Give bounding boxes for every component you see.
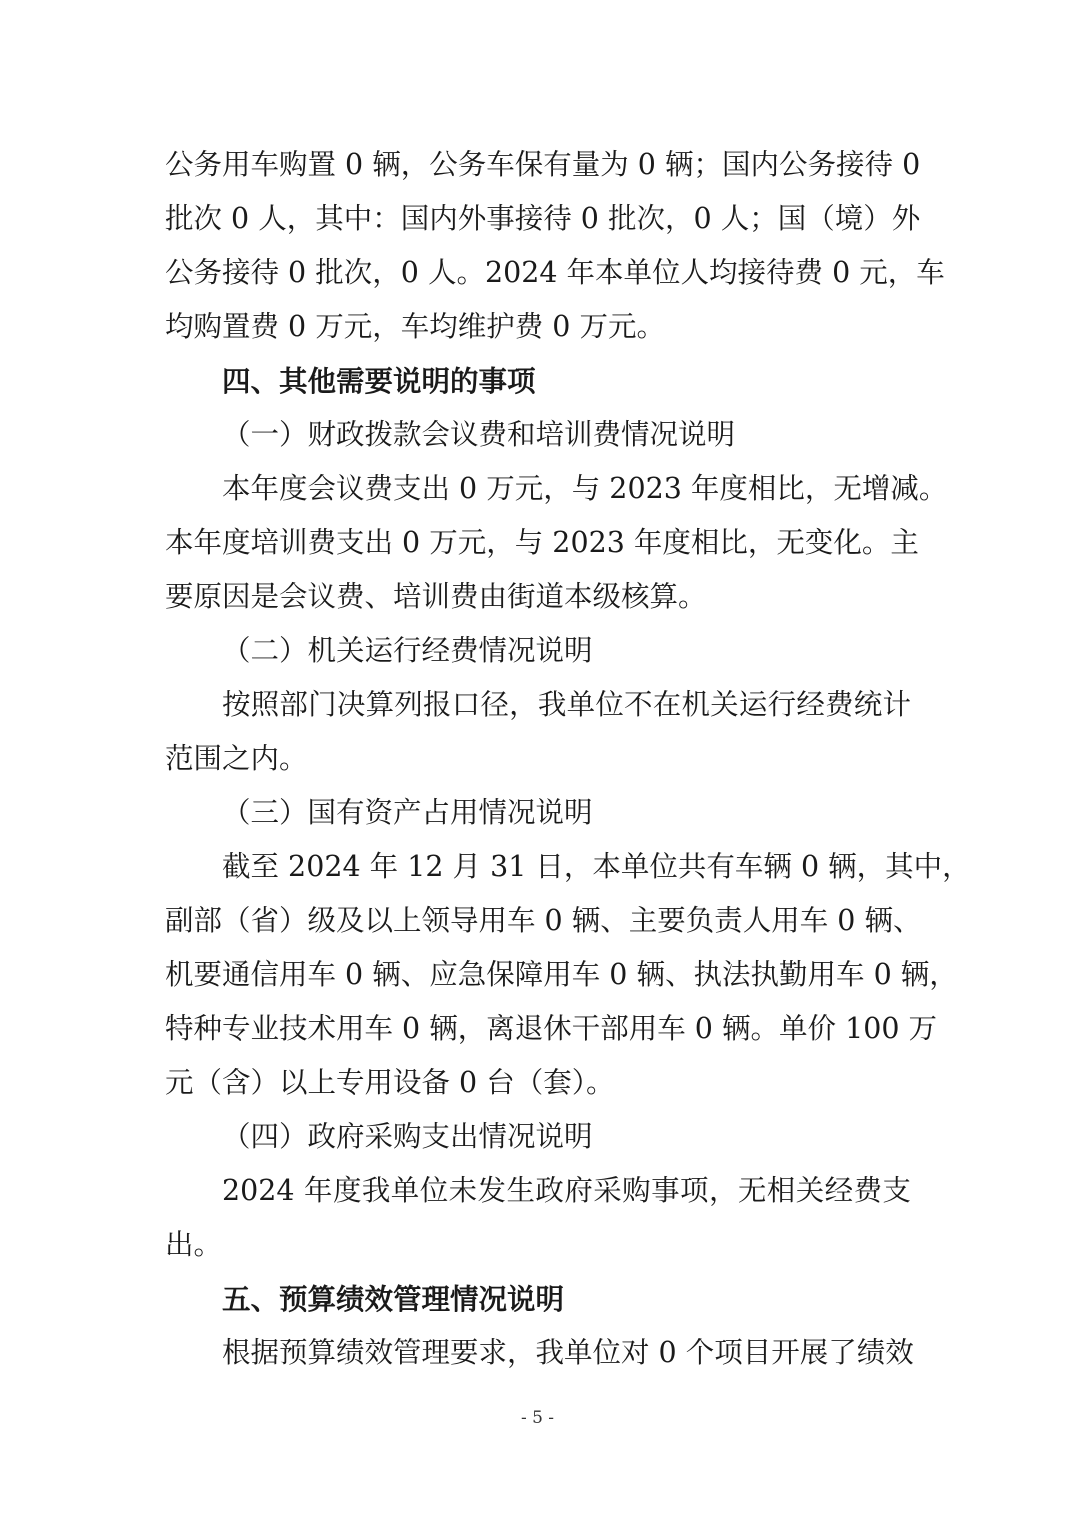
paragraph-line: 特种专业技术用车 0 辆，离退休干部用车 0 辆。单价 100 万 <box>165 1012 938 1045</box>
page-number: - 5 - <box>520 1408 555 1428</box>
paragraph-line: 范围之内。 <box>165 742 308 775</box>
paragraph-line: 本年度培训费支出 0 万元，与 2023 年度相比，无变化。主 <box>165 526 919 559</box>
paragraph-line: 均购置费 0 万元，车均维护费 0 万元。 <box>165 310 666 343</box>
paragraph-line: 出。 <box>165 1228 223 1261</box>
paragraph-line: 元（含）以上专用设备 0 台（套）。 <box>165 1066 615 1099</box>
paragraph-line: 批次 0 人，其中：国内外事接待 0 批次，0 人；国（境）外 <box>165 202 921 235</box>
paragraph-line: 按照部门决算列报口径，我单位不在机关运行经费统计 <box>222 688 911 721</box>
subsection-heading-3: （三）国有资产占用情况说明 <box>222 796 593 829</box>
paragraph-line: 公务接待 0 批次，0 人。2024 年本单位人均接待费 0 元，车 <box>165 256 945 289</box>
section-heading-5: 五、预算绩效管理情况说明 <box>222 1282 565 1316</box>
paragraph-line: 要原因是会议费、培训费由街道本级核算。 <box>165 580 707 613</box>
paragraph-line: 截至 2024 年 12 月 31 日，本单位共有车辆 0 辆，其中， <box>222 850 971 883</box>
section-heading-4: 四、其他需要说明的事项 <box>222 364 536 398</box>
subsection-heading-1: （一）财政拨款会议费和培训费情况说明 <box>222 418 736 451</box>
subsection-heading-2: （二）机关运行经费情况说明 <box>222 634 593 667</box>
paragraph-line: 2024 年度我单位未发生政府采购事项，无相关经费支 <box>222 1174 911 1207</box>
paragraph-line: 根据预算绩效管理要求，我单位对 0 个项目开展了绩效 <box>222 1336 914 1369</box>
paragraph-line: 公务用车购置 0 辆，公务车保有量为 0 辆；国内公务接待 0 <box>165 148 921 181</box>
paragraph-line: 副部（省）级及以上领导用车 0 辆、主要负责人用车 0 辆、 <box>165 904 922 937</box>
paragraph-line: 本年度会议费支出 0 万元，与 2023 年度相比，无增减。 <box>222 472 948 505</box>
paragraph-line: 机要通信用车 0 辆、应急保障用车 0 辆、执法执勤用车 0 辆， <box>165 958 958 991</box>
subsection-heading-4: （四）政府采购支出情况说明 <box>222 1120 593 1153</box>
